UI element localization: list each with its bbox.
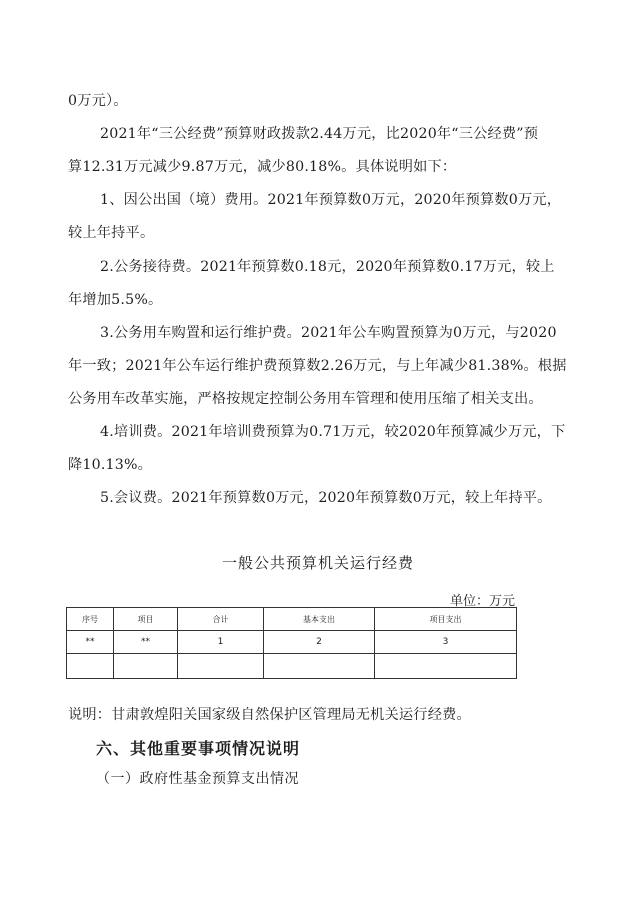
table-header-cell: 项目支出 (375, 608, 517, 631)
paragraph-line: 0万元）。 (68, 93, 128, 109)
paragraph-line: 4.培训费。2021年培训费预算为0.71万元，较2020年预算减少万元，下 (100, 424, 566, 440)
table-row (67, 654, 517, 679)
table-header-cell: 序号 (67, 608, 114, 631)
paragraph-line: 公务用车改革实施，严格按规定控制公务用车管理和使用压缩了相关支出。 (68, 391, 543, 407)
paragraph-line: 降10.13%。 (68, 457, 153, 473)
paragraph-line: 年增加5.5%。 (68, 292, 163, 308)
table-title: 一般公共预算机关运行经费 (221, 554, 414, 572)
table-cell: 1 (178, 631, 264, 654)
table-cell (375, 654, 517, 679)
subsection-heading: （一）政府性基金预算支出情况 (96, 771, 299, 787)
table-cell (114, 654, 178, 679)
table-cell: 3 (375, 631, 517, 654)
paragraph-line: 算12.31万元减少9.87万元，减少80.18%。具体说明如下： (68, 159, 457, 175)
section-heading: 六、其他重要事项情况说明 (96, 739, 301, 758)
paragraph-line: 2.公务接待费。2021年预算数0.18元，2020年预算数0.17万元，较上 (100, 259, 555, 275)
table-unit: 单位：万元 (450, 594, 516, 609)
paragraph-line: 年一致；2021年公车运行维护费预算数2.26万元，与上年减少81.38%。根据 (68, 358, 567, 374)
table-header-row (67, 608, 517, 631)
budget-table (66, 607, 517, 679)
table-cell (178, 654, 264, 679)
table-row (67, 631, 517, 654)
paragraph-line: 2021年“三公经费”预算财政拨款2.44万元，比2020年“三公经费”预 (100, 126, 539, 142)
table-header-cell: 项目 (114, 608, 178, 631)
table-cell: 2 (264, 631, 375, 654)
table-header-cell: 基本支出 (264, 608, 375, 631)
paragraph-line: 1、因公出国（境）费用。2021年预算数0万元，2020年预算数0万元， (100, 192, 562, 208)
paragraph-line: 较上年持平。 (68, 225, 155, 241)
table-cell: ** (114, 631, 178, 654)
table-cell: ** (67, 631, 114, 654)
table-note: 说明：甘肃敦煌阳关国家级自然保护区管理局无机关运行经费。 (68, 707, 471, 723)
paragraph-line: 3.公务用车购置和运行维护费。2021年公车购置预算为0万元，与2020 (100, 325, 557, 341)
paragraph-line: 5.会议费。2021年预算数0万元，2020年预算数0万元，较上年持平。 (100, 490, 552, 506)
table-cell (67, 654, 114, 679)
table-cell (264, 654, 375, 679)
table-header-cell: 合计 (178, 608, 264, 631)
